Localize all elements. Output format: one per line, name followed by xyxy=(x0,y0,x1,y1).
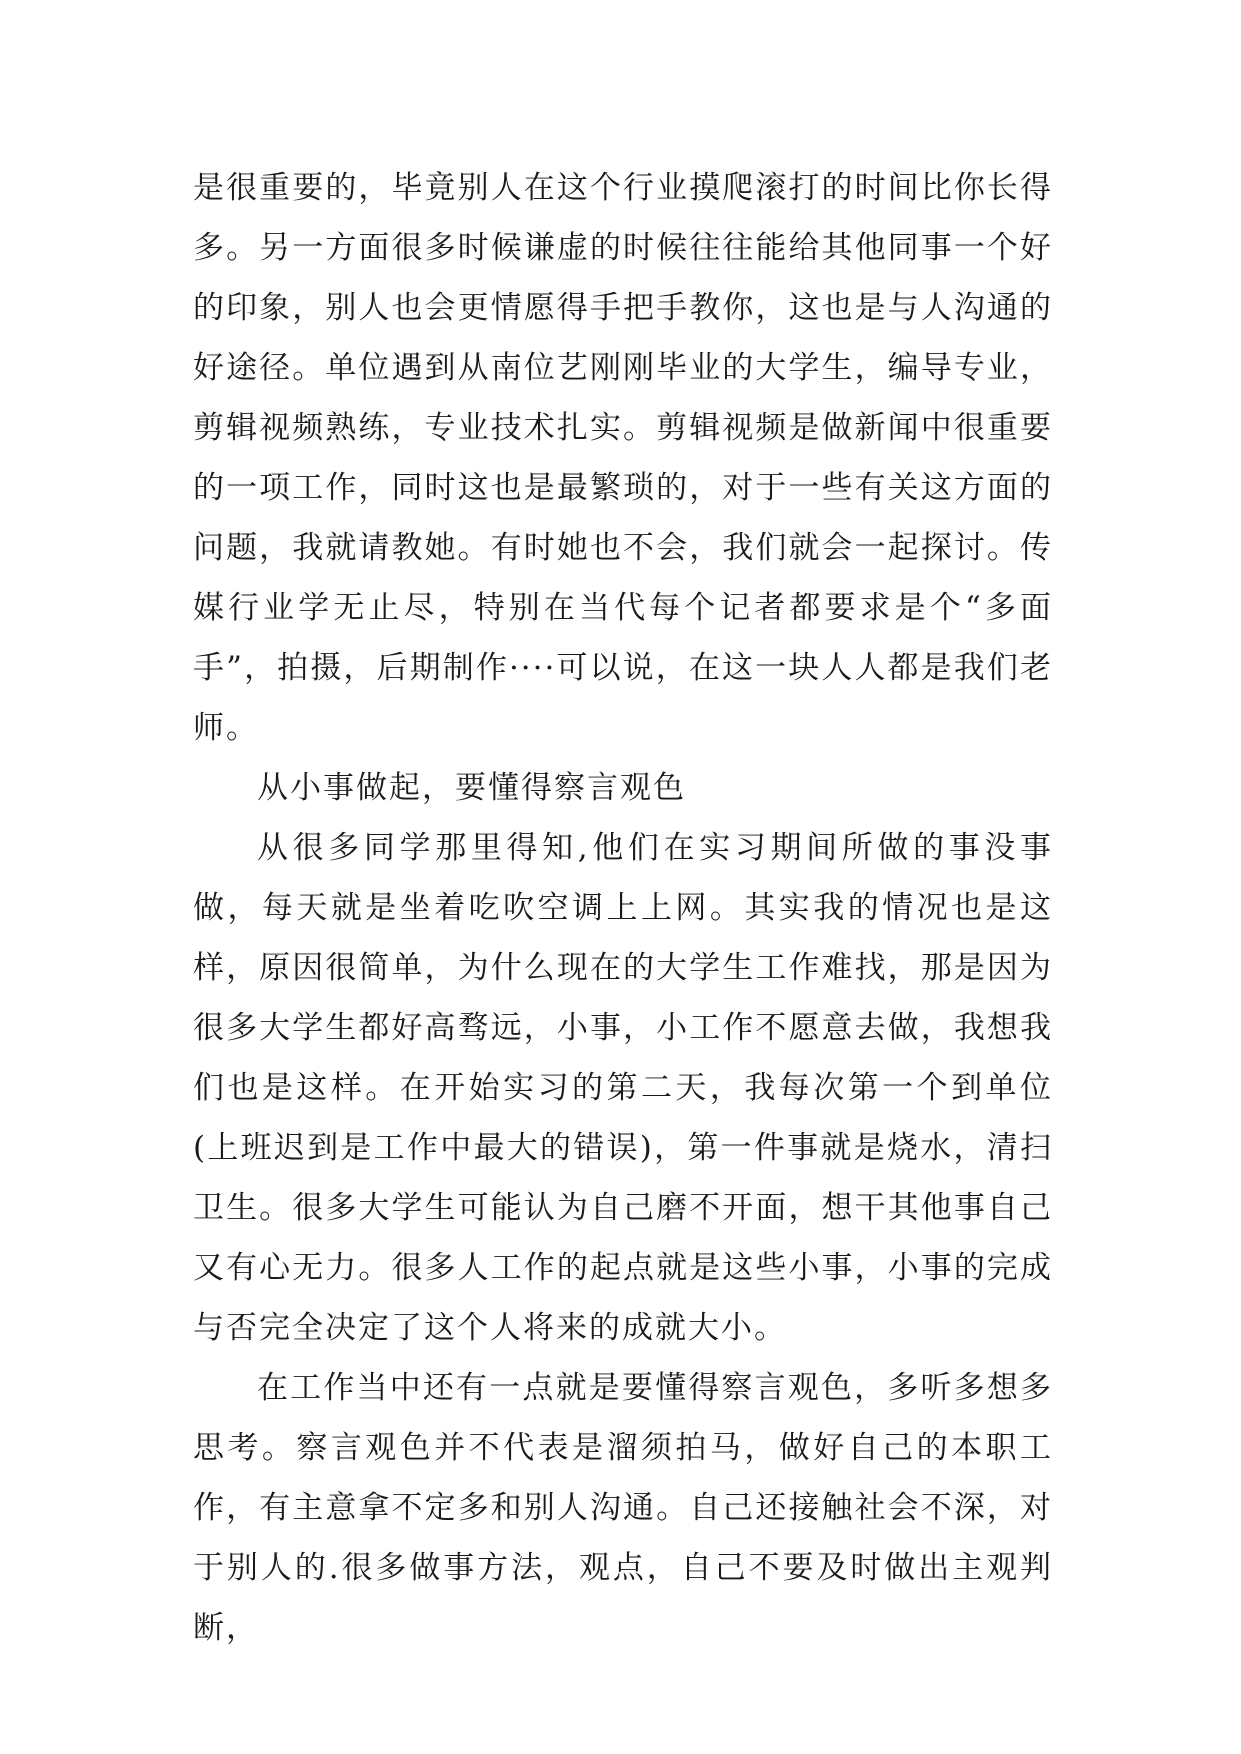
paragraph: 从很多同学那里得知,他们在实习期间所做的事没事做，每天就是坐着吃吹空调上上网。其实我的情况也是这样，原因很简单，为什么现在的大学生工作难找，那是因为很多大学生都好高骛远，小事，小工作不愿意去做，我想我们也是这样。在开始实习的第二天，我每次第一个到单位(上班迟到是工作中最大的错误)，第一件事就是烧水，清扫卫生。很多大学生可能认为自己磨不开面，想干其他事自己又有心无力。很多人工作的起点就是这些小事，小事的完成与否完全决定了这个人将来的成就大小。 xyxy=(193,830,1053,1346)
paragraph-continued: 是很重要的，毕竟别人在这个行业摸爬滚打的时间比你长得多。另一方面很多时候谦虚的时候往往能给其他同事一个好的印象，别人也会更情愿得手把手教你，这也是与人沟通的好途径。单位遇到从南位艺刚刚毕业的大学生，编导专业，剪辑视频熟练，专业技术扎实。剪辑视频是做新闻中很重要的一项工作，同时这也是最繁琐的，对于一些有关这方面的问题，我就请教她。有时她也不会，我们就会一起探讨。传媒行业学无止尽，特别在当代每个记者都要求是个“多面手”，拍摄，后期制作····可以说，在这一块人人都是我们老师。 xyxy=(193,170,1053,746)
section-heading: 从小事做起，要懂得察言观色 xyxy=(257,770,686,806)
body-text xyxy=(193,158,1053,1658)
paragraph: 在工作当中还有一点就是要懂得察言观色，多听多想多思考。察言观色并不代表是溜须拍马，做好自己的本职工作，有主意拿不定多和别人沟通。自己还接触社会不深，对于别人的.很多做事方法，观点，自己不要及时做出主观判断， xyxy=(193,1370,1053,1646)
